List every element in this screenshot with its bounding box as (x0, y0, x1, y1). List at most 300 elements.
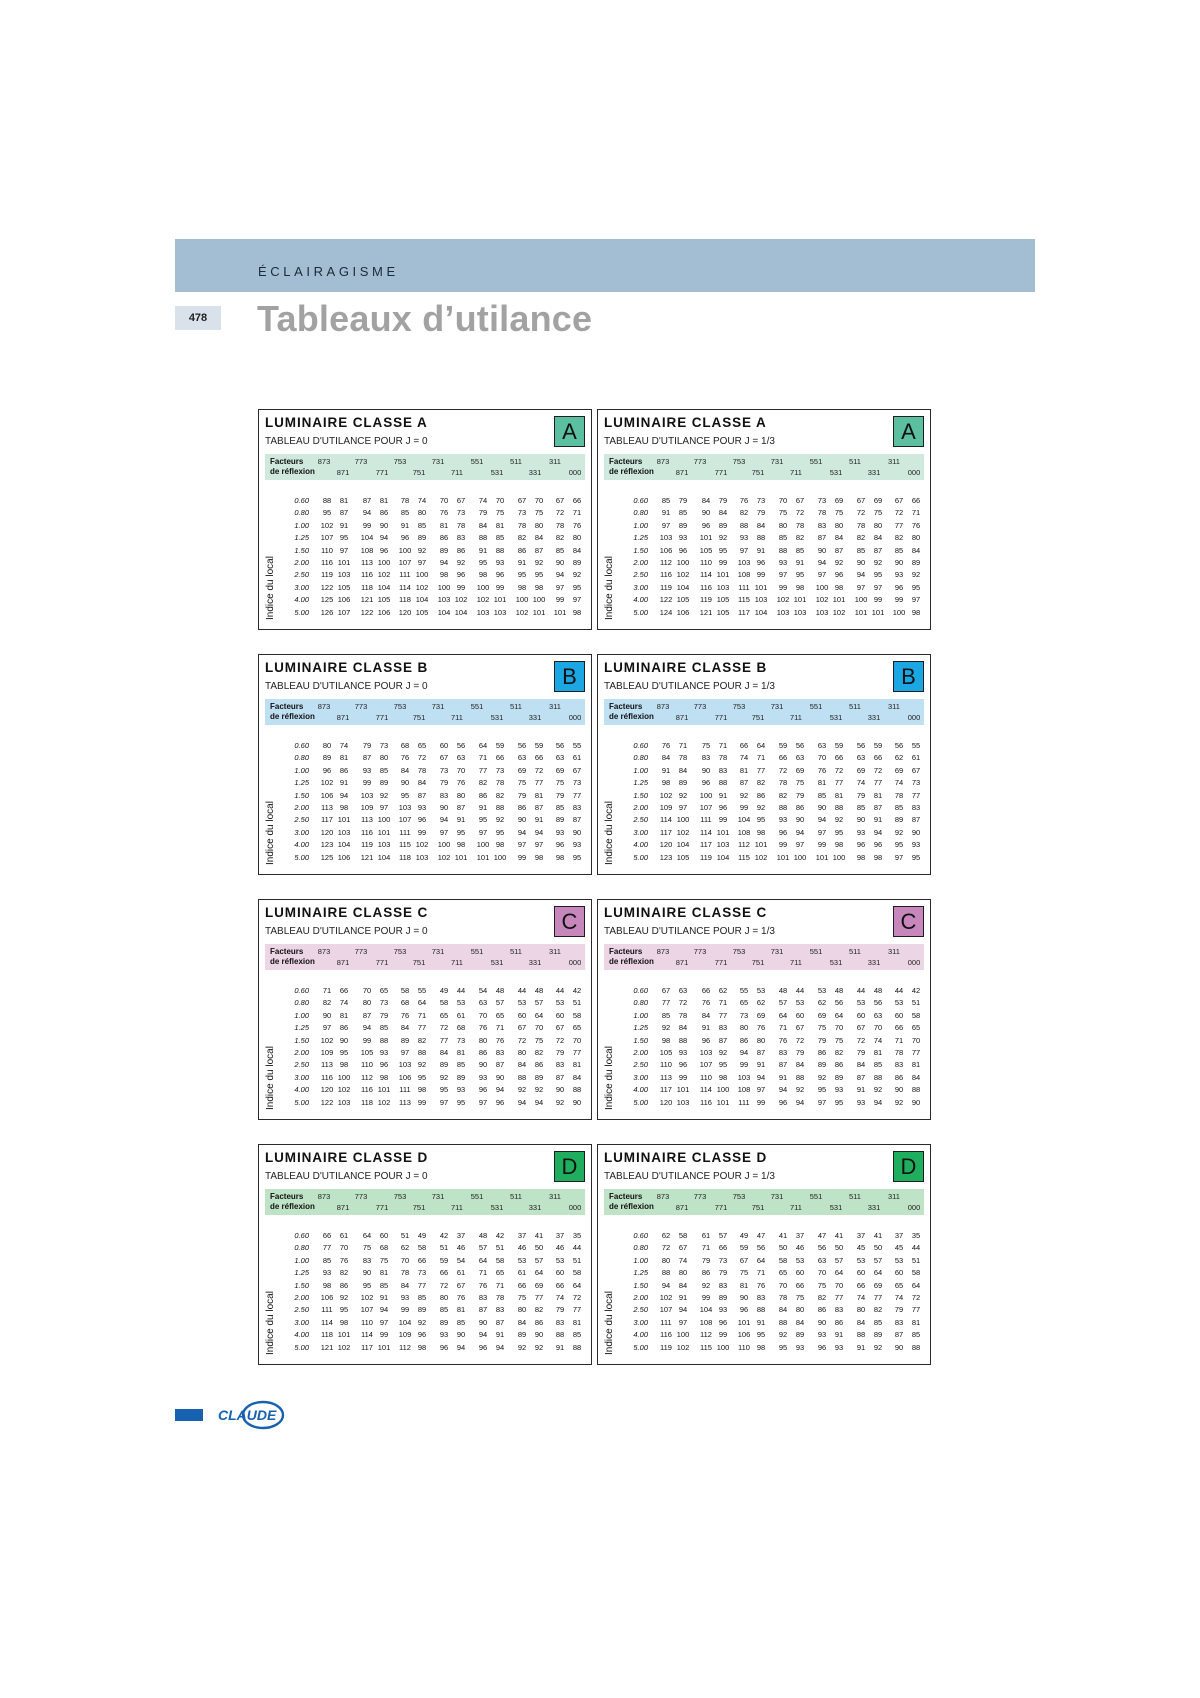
utilance-table-card (258, 654, 592, 875)
utilance-value: 102 (659, 1292, 673, 1302)
utilance-value: 91 (756, 545, 766, 555)
table-row (626, 1242, 924, 1254)
reflectance-code-top: 873 (656, 702, 670, 711)
utilance-value: 92 (661, 1023, 671, 1033)
room-index-value: 1.00 (294, 520, 309, 530)
utilance-value: 70 (911, 1035, 921, 1045)
utilance-value: 90 (495, 1072, 505, 1082)
utilance-value: 74 (894, 778, 904, 788)
utilance-value: 80 (661, 1255, 671, 1265)
utilance-value: 84 (778, 1305, 788, 1315)
utilance-value: 81 (572, 1060, 582, 1070)
utilance-value: 100 (699, 790, 713, 800)
utilance-value: 72 (894, 508, 904, 518)
utilance-value: 85 (555, 802, 565, 812)
reflectance-header (265, 1189, 585, 1215)
utilance-value: 49 (439, 986, 449, 995)
utilance-value: 100 (415, 570, 429, 580)
utilance-value: 107 (398, 557, 412, 567)
room-index-value: 3.00 (294, 1072, 309, 1082)
utilance-value: 111 (738, 582, 750, 592)
room-index-value: 5.00 (294, 852, 309, 862)
utilance-value: 102 (360, 1292, 374, 1302)
utilance-value: 116 (321, 1072, 333, 1082)
reflectance-code-top: 511 (510, 947, 522, 956)
utilance-value: 53 (894, 1255, 904, 1265)
utilance-value: 89 (834, 1072, 844, 1082)
reflectance-code-top: 873 (656, 947, 670, 956)
utilance-value: 108 (737, 1085, 751, 1095)
utilance-value: 107 (360, 1305, 374, 1315)
utilance-value: 42 (911, 986, 921, 995)
utilance-value: 64 (756, 1255, 766, 1265)
utilance-value: 91 (661, 765, 671, 775)
utilance-value: 122 (360, 607, 374, 617)
utilance-value: 115 (738, 852, 750, 862)
utilance-value: 79 (701, 1255, 711, 1265)
utilance-value: 94 (517, 1097, 527, 1107)
utilance-value: 95 (517, 570, 527, 580)
utilance-value: 81 (379, 1268, 389, 1278)
utilance-value: 103 (337, 570, 351, 580)
table-row (626, 1084, 924, 1096)
reflectance-code-top: 311 (888, 457, 900, 466)
utilance-value: 67 (439, 753, 449, 763)
utilance-value: 77 (534, 778, 544, 788)
utilance-value: 77 (718, 1010, 728, 1020)
reflectance-code-bottom: 000 (907, 1203, 921, 1212)
utilance-value: 42 (572, 986, 582, 995)
utilance-value: 90 (572, 827, 582, 837)
utilance-value: 69 (756, 1010, 766, 1020)
reflectance-code-top: 731 (431, 457, 445, 466)
utilance-value: 110 (700, 557, 712, 567)
utilance-value: 112 (660, 557, 672, 567)
utilance-value: 77 (873, 778, 883, 788)
utilance-value: 93 (400, 1292, 410, 1302)
utilance-value: 90 (817, 545, 827, 555)
utilance-value: 98 (756, 827, 766, 837)
utilance-value: 80 (534, 520, 544, 530)
utilance-value: 79 (379, 1010, 389, 1020)
utilance-value: 105 (659, 1047, 673, 1057)
reflectance-code-bottom: 331 (867, 1203, 881, 1212)
utilance-value: 103 (793, 607, 807, 617)
utilance-value: 81 (739, 765, 749, 775)
reflectance-code-bottom: 711 (451, 468, 463, 477)
utilance-value: 103 (737, 1072, 751, 1082)
utilance-value: 56 (894, 741, 904, 750)
utilance-value: 96 (873, 840, 883, 850)
utilance-value: 98 (661, 1035, 671, 1045)
room-index-value: 0.80 (294, 1243, 309, 1253)
utilance-value: 76 (739, 496, 749, 505)
utilance-value: 94 (439, 815, 449, 825)
table-row (626, 520, 924, 532)
utilance-value: 79 (856, 790, 866, 800)
table-row (287, 545, 585, 557)
utilance-value: 94 (439, 557, 449, 567)
utilance-value: 94 (362, 1023, 372, 1033)
utilance-value: 105 (377, 595, 391, 605)
utilance-value: 71 (756, 1268, 766, 1278)
reflectance-code-bottom: 331 (528, 958, 542, 967)
utilance-value: 70 (400, 1255, 410, 1265)
reflectance-code-bottom: 751 (751, 468, 765, 477)
utilance-value: 114 (361, 1330, 373, 1340)
utilance-value: 72 (572, 1292, 582, 1302)
class-badge: C (893, 906, 924, 937)
utilance-value: 82 (417, 1035, 427, 1045)
utilance-value: 92 (417, 1317, 427, 1327)
utilance-value: 69 (534, 1280, 544, 1290)
utilance-value: 100 (854, 595, 868, 605)
utilance-value: 72 (439, 1280, 449, 1290)
utilance-value: 71 (718, 998, 728, 1008)
utilance-value: 86 (339, 765, 349, 775)
room-index-value: 1.00 (633, 1010, 648, 1020)
utilance-value: 66 (718, 1243, 728, 1253)
utilance-value: 66 (439, 1268, 449, 1278)
utilance-value: 92 (701, 1280, 711, 1290)
utilance-value: 87 (478, 1305, 488, 1315)
utilance-value: 88 (555, 1330, 565, 1340)
utilance-value: 104 (676, 840, 690, 850)
utilance-value: 94 (873, 827, 883, 837)
card-subtitle: TABLEAU D'UTILANCE POUR J = 1/3 (604, 926, 775, 937)
utilance-value: 103 (699, 1047, 713, 1057)
reflectance-code-top: 753 (732, 1192, 746, 1201)
utilance-value: 84 (701, 496, 711, 505)
reflectance-label: Facteurs de réflexion (609, 1192, 654, 1211)
utilance-value: 96 (856, 840, 866, 850)
utilance-value: 96 (495, 570, 505, 580)
utilance-value: 93 (379, 1047, 389, 1057)
utilance-value: 67 (795, 496, 805, 505)
reflectance-code-top: 731 (770, 947, 784, 956)
room-index-value: 5.00 (633, 852, 648, 862)
utilance-grid (626, 985, 924, 1109)
utilance-value: 78 (678, 1010, 688, 1020)
table-row (287, 1022, 585, 1034)
utilance-value: 41 (873, 1231, 883, 1240)
utilance-value: 97 (894, 852, 904, 862)
utilance-value: 76 (400, 1010, 410, 1020)
reflectance-code-top: 551 (470, 1192, 484, 1201)
utilance-value: 118 (399, 852, 411, 862)
room-index-value: 2.50 (294, 570, 309, 580)
card-subtitle: TABLEAU D'UTILANCE POUR J = 1/3 (604, 681, 775, 692)
reflectance-code-top: 873 (317, 947, 331, 956)
utilance-value: 104 (754, 607, 768, 617)
table-row (626, 1059, 924, 1071)
table-row (287, 997, 585, 1009)
utilance-value: 86 (701, 1268, 711, 1278)
utilance-value: 94 (661, 1280, 671, 1290)
utilance-value: 116 (361, 827, 373, 837)
utilance-value: 72 (778, 765, 788, 775)
utilance-table-card (258, 1144, 592, 1365)
utilance-value: 83 (911, 802, 921, 812)
utilance-value: 78 (417, 765, 427, 775)
utilance-value: 73 (379, 741, 389, 750)
utilance-value: 99 (718, 557, 728, 567)
room-index-value: 1.25 (294, 778, 309, 788)
utilance-value: 65 (495, 1268, 505, 1278)
utilance-value: 101 (754, 840, 768, 850)
utilance-value: 104 (676, 582, 690, 592)
utilance-value: 48 (778, 986, 788, 995)
table-row (626, 557, 924, 569)
utilance-value: 68 (379, 1243, 389, 1253)
utilance-value: 66 (701, 986, 711, 995)
utilance-value: 78 (495, 1292, 505, 1302)
utilance-value: 76 (456, 1292, 466, 1302)
utilance-value: 107 (337, 607, 351, 617)
utilance-value: 103 (754, 595, 768, 605)
utilance-value: 60 (894, 1268, 904, 1278)
utilance-value: 86 (817, 1047, 827, 1057)
room-index-value: 5.00 (633, 607, 648, 617)
utilance-value: 56 (873, 998, 883, 1008)
utilance-value: 82 (739, 508, 749, 518)
utilance-value: 103 (398, 802, 412, 812)
room-index-value: 0.80 (294, 998, 309, 1008)
utilance-value: 76 (478, 1280, 488, 1290)
utilance-value: 93 (834, 1085, 844, 1095)
utilance-value: 67 (661, 986, 671, 995)
reflectance-code-bottom: 711 (790, 1203, 802, 1212)
utilance-value: 85 (661, 496, 671, 505)
room-index-value: 5.00 (294, 1342, 309, 1352)
section-label: ÉCLAIRAGISME (258, 264, 399, 279)
table-row (626, 1072, 924, 1084)
utilance-value: 86 (739, 1035, 749, 1045)
utilance-value: 79 (555, 1305, 565, 1315)
utilance-value: 84 (439, 1047, 449, 1057)
utilance-value: 90 (362, 1268, 372, 1278)
reflectance-code-top: 731 (770, 702, 784, 711)
reflectance-code-bottom: 871 (675, 958, 689, 967)
utilance-value: 120 (659, 840, 673, 850)
table-row (287, 1329, 585, 1341)
reflectance-code-bottom: 531 (829, 468, 843, 477)
utilance-value: 77 (661, 998, 671, 1008)
utilance-value: 90 (339, 1035, 349, 1045)
utilance-value: 122 (320, 1097, 334, 1107)
table-row (287, 985, 585, 997)
table-row (626, 545, 924, 557)
utilance-value: 65 (894, 1280, 904, 1290)
utilance-value: 44 (856, 986, 866, 995)
reflectance-code-bottom: 751 (751, 1203, 765, 1212)
utilance-value: 75 (817, 1023, 827, 1033)
utilance-value: 84 (911, 545, 921, 555)
utilance-value: 81 (911, 1317, 921, 1327)
utilance-value: 78 (817, 508, 827, 518)
utilance-value: 91 (718, 790, 728, 800)
utilance-value: 97 (417, 557, 427, 567)
utilance-value: 89 (517, 1330, 527, 1340)
utilance-value: 88 (856, 1330, 866, 1340)
utilance-value: 58 (572, 1268, 582, 1278)
room-index-value: 2.00 (633, 557, 648, 567)
utilance-value: 77 (894, 520, 904, 530)
utilance-value: 55 (417, 986, 427, 995)
utilance-value: 100 (676, 815, 690, 825)
room-index-value: 1.00 (294, 765, 309, 775)
utilance-table-card (258, 409, 592, 630)
utilance-value: 94 (534, 1097, 544, 1107)
utilance-value: 91 (478, 545, 488, 555)
utilance-value: 59 (834, 741, 844, 750)
utilance-value: 105 (716, 595, 730, 605)
utilance-value: 44 (572, 1243, 582, 1253)
utilance-value: 122 (320, 582, 334, 592)
utilance-value: 103 (716, 840, 730, 850)
utilance-value: 95 (873, 570, 883, 580)
utilance-value: 78 (517, 520, 527, 530)
utilance-value: 104 (437, 607, 451, 617)
room-index-value: 0.80 (633, 508, 648, 518)
utilance-value: 65 (495, 1010, 505, 1020)
room-index-value: 5.00 (633, 1097, 648, 1107)
utilance-value: 101 (871, 607, 885, 617)
utilance-value: 74 (555, 1292, 565, 1302)
reflectance-code-bottom: 331 (867, 713, 881, 722)
reflectance-code-top: 773 (693, 702, 707, 711)
utilance-value: 112 (738, 840, 750, 850)
table-row (626, 777, 924, 789)
utilance-value: 93 (834, 1342, 844, 1352)
utilance-value: 64 (756, 741, 766, 750)
utilance-value: 84 (834, 533, 844, 543)
utilance-value: 94 (856, 570, 866, 580)
card-subtitle: TABLEAU D'UTILANCE POUR J = 0 (265, 436, 428, 447)
utilance-value: 77 (572, 1047, 582, 1057)
utilance-value: 86 (817, 1305, 827, 1315)
utilance-value: 116 (361, 570, 373, 580)
table-row (626, 1022, 924, 1034)
utilance-value: 84 (756, 520, 766, 530)
room-index-value: 1.50 (633, 790, 648, 800)
utilance-value: 92 (739, 790, 749, 800)
utilance-value: 124 (659, 607, 673, 617)
utilance-value: 72 (534, 765, 544, 775)
utilance-value: 94 (534, 827, 544, 837)
utilance-value: 49 (739, 1231, 749, 1240)
utilance-value: 101 (476, 852, 490, 862)
utilance-value: 86 (517, 802, 527, 812)
utilance-value: 66 (534, 753, 544, 763)
utilance-value: 116 (321, 557, 333, 567)
utilance-value: 51 (572, 1255, 582, 1265)
utilance-value: 117 (700, 840, 712, 850)
utilance-value: 114 (700, 1085, 712, 1095)
utilance-value: 90 (572, 1097, 582, 1107)
utilance-value: 85 (495, 533, 505, 543)
reflectance-code-bottom: 751 (751, 958, 765, 967)
room-index-value: 3.00 (633, 582, 648, 592)
utilance-value: 81 (911, 1060, 921, 1070)
utilance-value: 86 (517, 545, 527, 555)
utilance-value: 95 (718, 1060, 728, 1070)
card-title: LUMINAIRE CLASSE C (604, 905, 768, 920)
reflectance-code-bottom: 000 (568, 958, 582, 967)
table-row (626, 507, 924, 519)
utilance-value: 60 (555, 1268, 565, 1278)
utilance-value: 73 (456, 508, 466, 518)
table-row (626, 1292, 924, 1304)
utilance-value: 100 (337, 1072, 351, 1082)
utilance-value: 70 (572, 1035, 582, 1045)
utilance-value: 101 (716, 827, 730, 837)
utilance-value: 98 (873, 852, 883, 862)
utilance-value: 94 (756, 1072, 766, 1082)
utilance-value: 97 (661, 520, 671, 530)
reflectance-code-bottom: 771 (714, 1203, 728, 1212)
utilance-value: 87 (362, 753, 372, 763)
utilance-value: 98 (856, 852, 866, 862)
utilance-value: 90 (856, 815, 866, 825)
table-row (626, 740, 924, 752)
utilance-value: 82 (534, 1305, 544, 1315)
utilance-value: 88 (478, 533, 488, 543)
utilance-value: 63 (817, 741, 827, 750)
utilance-value: 85 (817, 790, 827, 800)
utilance-value: 100 (515, 595, 529, 605)
table-row (626, 790, 924, 802)
utilance-value: 93 (439, 1330, 449, 1340)
utilance-value: 92 (718, 1047, 728, 1057)
utilance-value: 69 (555, 765, 565, 775)
utilance-value: 99 (362, 778, 372, 788)
utilance-value: 109 (320, 1047, 334, 1057)
utilance-value: 58 (400, 986, 410, 995)
utilance-value: 81 (739, 1280, 749, 1290)
utilance-value: 102 (437, 852, 451, 862)
utilance-value: 71 (756, 753, 766, 763)
utilance-value: 84 (795, 1317, 805, 1327)
utilance-value: 81 (534, 790, 544, 800)
table-row (626, 852, 924, 864)
utilance-value: 87 (856, 1072, 866, 1082)
utilance-value: 84 (517, 1060, 527, 1070)
utilance-value: 37 (456, 1231, 466, 1240)
room-index-value: 1.00 (633, 520, 648, 530)
utilance-value: 90 (894, 557, 904, 567)
utilance-value: 60 (517, 1010, 527, 1020)
utilance-value: 76 (756, 1280, 766, 1290)
room-index-value: 1.50 (294, 1280, 309, 1290)
utilance-value: 98 (456, 840, 466, 850)
utilance-value: 73 (456, 1035, 466, 1045)
utilance-value: 94 (739, 1047, 749, 1057)
utilance-value: 113 (660, 1072, 672, 1082)
reflectance-code-top: 551 (470, 702, 484, 711)
utilance-value: 77 (756, 765, 766, 775)
utilance-value: 109 (659, 802, 673, 812)
utilance-value: 114 (399, 582, 411, 592)
table-row (626, 532, 924, 544)
utilance-grid (626, 495, 924, 619)
utilance-value: 84 (517, 1317, 527, 1327)
utilance-value: 102 (454, 595, 468, 605)
utilance-value: 73 (517, 508, 527, 518)
utilance-value: 107 (699, 802, 713, 812)
room-index-value: 0.60 (294, 1231, 309, 1240)
utilance-value: 60 (555, 1010, 565, 1020)
